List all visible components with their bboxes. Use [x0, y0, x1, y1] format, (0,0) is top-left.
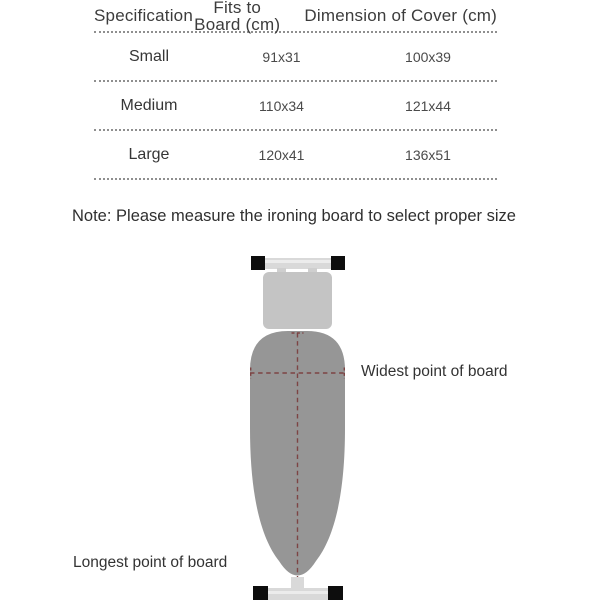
cover-size-value: 136x51	[405, 146, 451, 163]
column-header-fits-to-board: Fits to Board (cm)	[194, 0, 281, 34]
size-label: Small	[128, 47, 169, 65]
cover-size-value: 100x39	[405, 48, 451, 65]
longest-point-label: Longest point of board	[73, 554, 228, 571]
size-chart-table	[94, 0, 497, 180]
iron-rest-plate	[263, 272, 332, 329]
cover-size-value: 121x44	[405, 97, 451, 114]
ironing-board-diagram	[0, 250, 600, 600]
frame-end-cap-bottom-left	[253, 586, 268, 600]
frame-end-cap-top-left	[251, 256, 265, 270]
size-label: Large	[128, 145, 170, 163]
widest-point-label: Widest point of board	[361, 363, 508, 380]
note-text: Note: Please measure the ironing board to select proper size	[72, 207, 516, 225]
board-size-value: 110x34	[259, 97, 304, 114]
top-frame-bar	[258, 258, 338, 269]
ironing-board-drawing	[0, 250, 600, 600]
board-size-value: 91x31	[262, 48, 301, 65]
column-header-cover-dimension: Dimension of Cover (cm)	[304, 6, 497, 25]
frame-end-cap-top-right	[331, 256, 345, 270]
board-size-value: 120x41	[258, 146, 305, 163]
table-row-small	[94, 33, 497, 82]
table-row-medium	[94, 82, 497, 131]
bottom-frame-bar-highlight	[265, 591, 331, 594]
top-frame-bar-highlight	[263, 260, 333, 263]
table-header-row	[94, 0, 497, 33]
frame-end-cap-bottom-right	[328, 586, 343, 600]
size-label: Medium	[120, 96, 178, 114]
column-header-specification: Specification	[94, 6, 193, 25]
table-row-large	[94, 131, 497, 180]
